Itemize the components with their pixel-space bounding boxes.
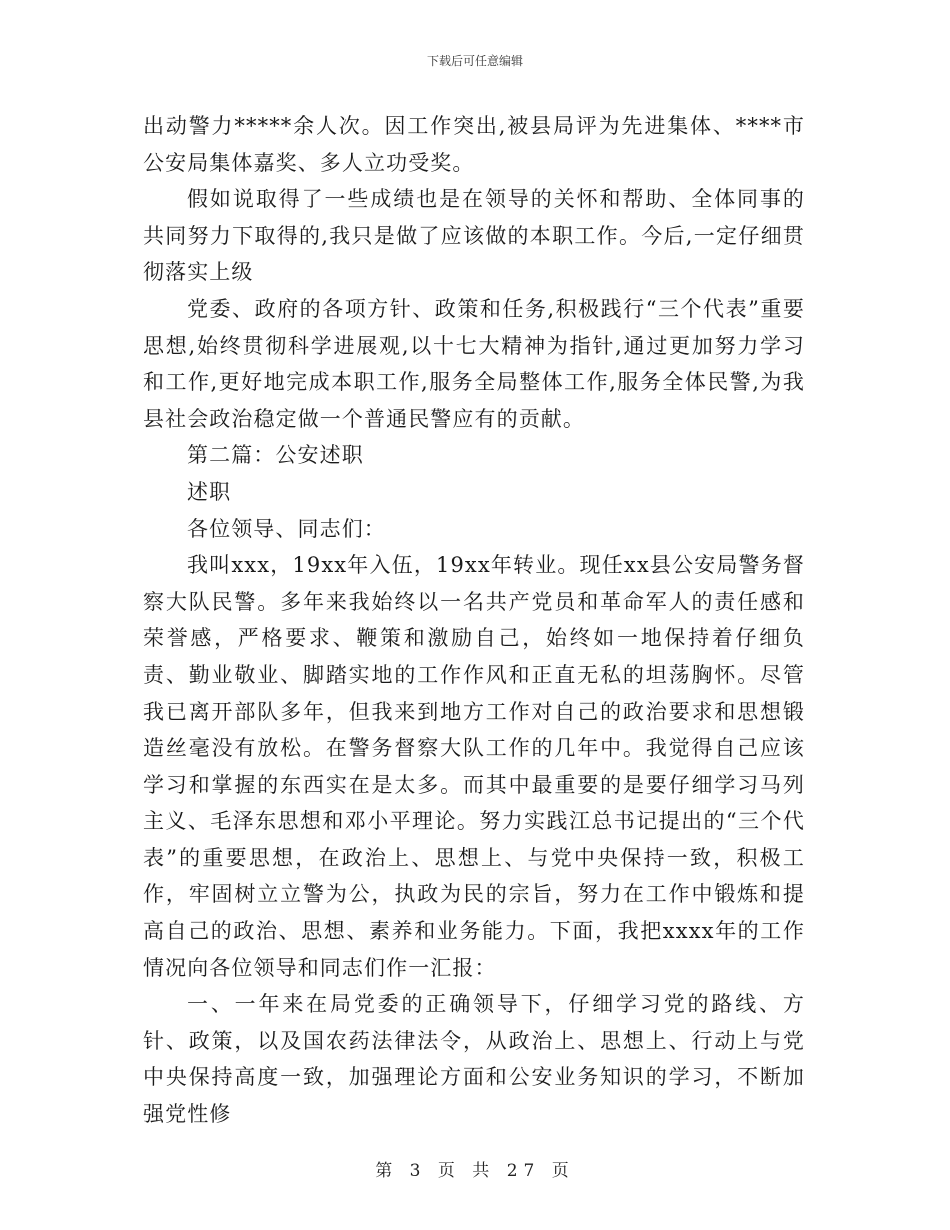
page-header: 下载后可任意编辑: [426, 54, 523, 68]
page-number: 第 3 页 共 27 页: [375, 1161, 575, 1181]
paragraph-1: 出动警力*****余人次。因工作突出,被县局评为先进集体、****市公安局集体嘉奖、多人立功受奖。: [143, 114, 805, 175]
paragraph-2: 假如说取得了一些成绩也是在领导的关怀和帮助、全体同事的共同努力下取得的,我只是做了应该做的本职工作。今后,一定仔细贯彻落实上级: [143, 187, 805, 285]
section-heading: 第二篇：公安述职: [187, 443, 364, 468]
document-body: [143, 108, 805, 1133]
section-subtitle: 述职: [187, 479, 232, 504]
paragraph-8: 一、一年来在局党委的正确领导下，仔细学习党的路线、方针、政策，以及国农药法律法令，从政治上、思想上、行动上与党中央保持高度一致，加强理论方面和公安业务知识的学习，不断加强党性修: [143, 992, 805, 1127]
paragraph-3: 党委、政府的各项方针、政策和任务,积极践行“三个代表”重要思想,始终贯彻科学进展观,以十七大精神为指针,通过更加努力学习和工作,更好地完成本职工作,服务全局整体工作,服务全体民警,为我县社会政治稳定做一个普通民警应有的贡献。: [143, 296, 805, 431]
salutation: 各位领导、同志们：: [187, 516, 386, 541]
paragraph-7: 我叫xxx，19xx年入伍，19xx年转业。现任xx县公安局警务督察大队民警。多年来我始终以一名共产党员和革命军人的责任感和荣誉感，严格要求、鞭策和激励自己，始终如一地保持着仔细负责、勤业敬业、脚踏实地的工作作风和正直无私的坦荡胸怀。尽管我已离开部队多年，但我来到地方工作对自己的政治要求和思想锻造丝毫没有放松。在警务督察大队工作的几年中。我觉得自己应该学习和掌握的东西实在是太多。而其中最重要的是要仔细学习马列主义、毛泽东思想和邓小平理论。努力实践江总书记提出的“三个代表”的重要思想，在政治上、思想上、与党中央保持一致，积极工作，牢固树立立警为公，执政为民的宗旨，努力在工作中锻炼和提高自己的政治、思想、素养和业务能力。下面，我把xxxx年的工作情况向各位领导和同志们作一汇报：: [143, 553, 805, 980]
